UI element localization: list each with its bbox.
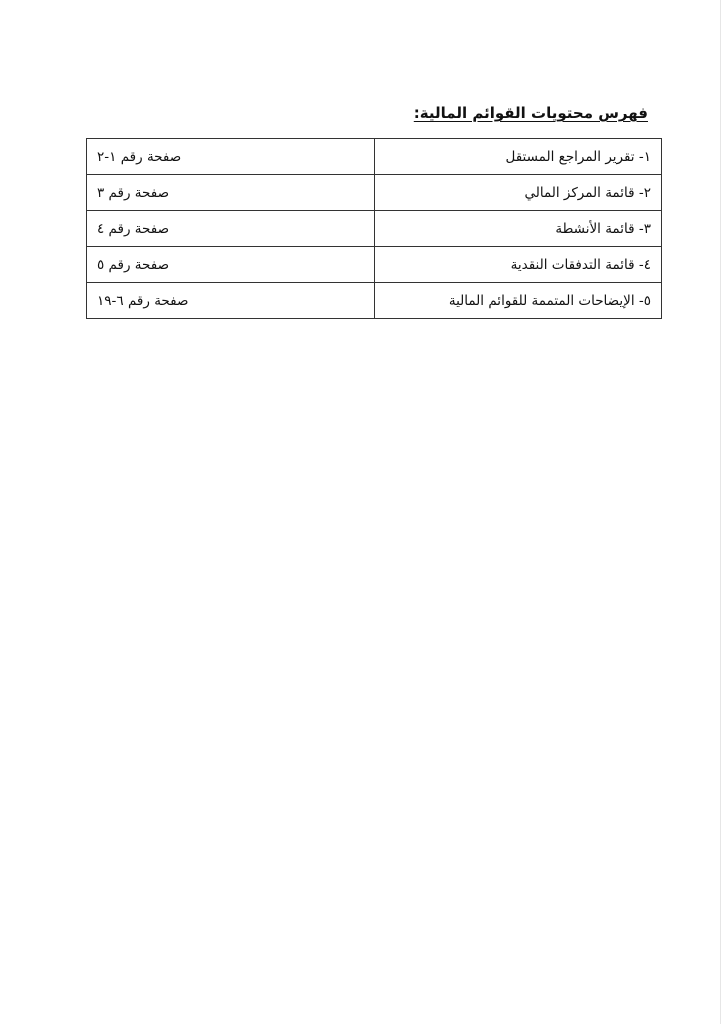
toc-item-label: ١- تقرير المراجع المستقل bbox=[375, 139, 662, 175]
toc-page-ref bbox=[87, 175, 375, 211]
page-edge-line bbox=[720, 0, 721, 1024]
toc-item-label: ٤- قائمة التدفقات النقدية bbox=[375, 247, 662, 283]
toc-page-text: صفحة رقم ٣ bbox=[97, 184, 170, 201]
toc-page-text: صفحة رقم ٤ bbox=[97, 220, 170, 237]
toc-page-ref bbox=[87, 283, 375, 319]
table-row bbox=[87, 211, 662, 247]
toc-page-ref bbox=[87, 139, 375, 175]
toc-page-text: صفحة رقم ١-٢ bbox=[97, 148, 182, 165]
table-row bbox=[87, 139, 662, 175]
table-row bbox=[87, 247, 662, 283]
toc-page-ref bbox=[87, 247, 375, 283]
table-row bbox=[87, 283, 662, 319]
page-title: فهرس محتويات القوائم المالية: bbox=[413, 104, 648, 122]
toc-item-label: ٥- الإيضاحات المتممة للقوائم المالية bbox=[375, 283, 662, 319]
toc-page-text: صفحة رقم ٥ bbox=[97, 256, 170, 273]
toc-page-text: صفحة رقم ٦-١٩ bbox=[97, 292, 189, 309]
toc-item-label: ٢- قائمة المركز المالي bbox=[375, 175, 662, 211]
table-row bbox=[87, 175, 662, 211]
contents-table bbox=[86, 138, 662, 319]
toc-page-ref bbox=[87, 211, 375, 247]
toc-item-label: ٣- قائمة الأنشطة bbox=[375, 211, 662, 247]
